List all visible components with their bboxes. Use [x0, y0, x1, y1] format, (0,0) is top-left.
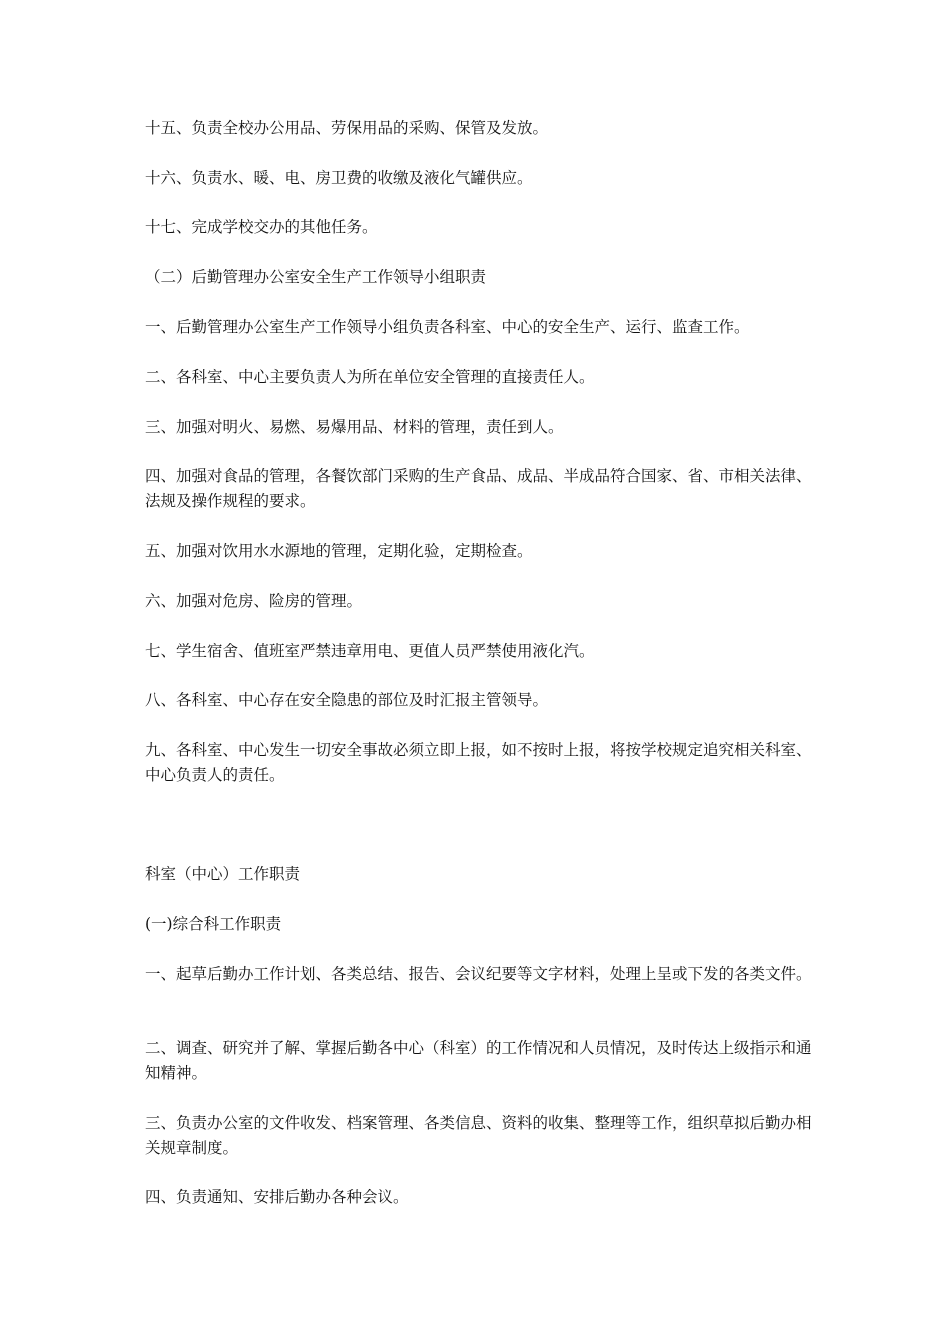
safety-item-9: 九、各科室、中心发生一切安全事故必须立即上报，如不按时上报，将按学校规定追究相关科室、中心负责人的责任。 [145, 741, 812, 784]
general-duty-4: 四、负责通知、安排后勤办各种会议。 [145, 1188, 409, 1206]
paragraph-17-other-tasks: 十七、完成学校交办的其他任务。 [145, 218, 378, 236]
paragraph-15-office-supplies: 十五、负责全校办公用品、劳保用品的采购、保管及发放。 [145, 119, 549, 137]
safety-item-6: 六、加强对危房、险房的管理。 [145, 592, 363, 610]
paragraph-16-utilities: 十六、负责水、暖、电、房卫费的收缴及液化气罐供应。 [145, 169, 533, 187]
general-duty-1: 一、起草后勤办工作计划、各类总结、报告、会议纪要等文字材料，处理上呈或下发的各类文件。 [145, 965, 812, 983]
general-duty-3: 三、负责办公室的文件收发、档案管理、各类信息、资料的收集、整理等工作，组织草拟后勤办相关规章制度。 [145, 1114, 812, 1157]
general-duty-2: 二、调查、研究并了解、掌握后勤各中心（科室）的工作情况和人员情况，及时传达上级指示和通知精神。 [145, 1039, 812, 1082]
safety-item-5: 五、加强对饮用水水源地的管理，定期化验，定期检查。 [145, 542, 533, 560]
safety-item-7: 七、学生宿舍、值班室严禁违章用电、更值人员严禁使用液化汽。 [145, 642, 595, 660]
safety-item-1: 一、后勤管理办公室生产工作领导小组负责各科室、中心的安全生产、运行、监查工作。 [145, 318, 750, 336]
section-heading-safety-group: （二）后勤管理办公室安全生产工作领导小组职责 [145, 268, 487, 286]
subheading-general-section: (一)综合科工作职责 [145, 915, 282, 933]
safety-item-3: 三、加强对明火、易燃、易爆用品、材料的管理，责任到人。 [145, 418, 564, 436]
safety-item-8: 八、各科室、中心存在安全隐患的部位及时汇报主管领导。 [145, 691, 549, 709]
section-heading-department-duties: 科室（中心）工作职责 [145, 865, 301, 883]
safety-item-2: 二、各科室、中心主要负责人为所在单位安全管理的直接责任人。 [145, 368, 595, 386]
safety-item-4: 四、加强对食品的管理，各餐饮部门采购的生产食品、成品、半成品符合国家、省、市相关法律、法规及操作规程的要求。 [145, 467, 812, 510]
